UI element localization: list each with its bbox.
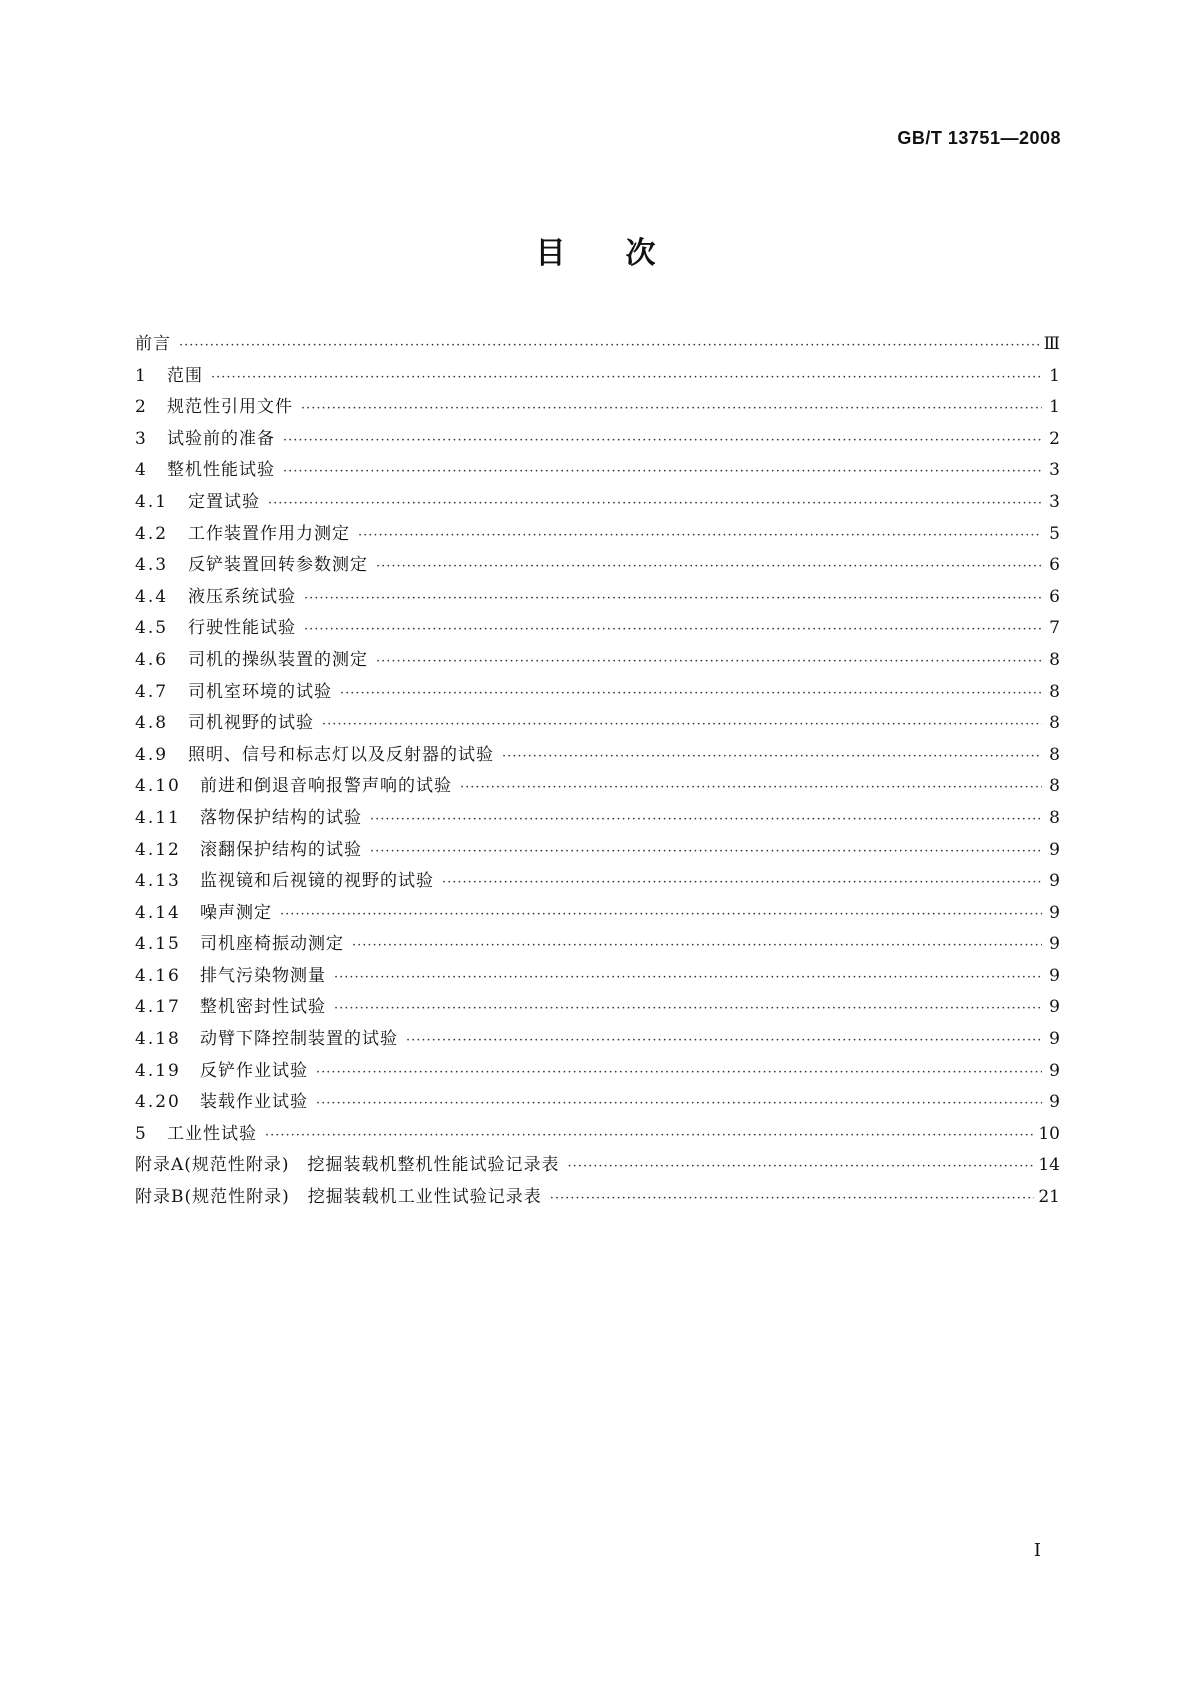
toc-entry-number: 4.2 (135, 523, 169, 544)
toc-entry-title: 规范性引用文件 (167, 397, 293, 418)
toc-entry-page: 1 (1049, 365, 1060, 386)
toc-entry-number: 2 (135, 397, 148, 418)
toc-entry[interactable] (135, 613, 1060, 645)
toc-entry-title: 照明、信号和标志灯以及反射器的试验 (188, 744, 494, 765)
toc-entry-title: 工业性试验 (167, 1123, 257, 1144)
toc-entry-number: 4.8 (135, 713, 169, 734)
toc-entry[interactable] (135, 1182, 1060, 1214)
toc-entry-number: 4.1 (135, 491, 169, 512)
toc-entry-page: 6 (1049, 586, 1060, 607)
page-folio: I (1033, 1540, 1041, 1561)
toc-entry[interactable] (135, 708, 1060, 740)
toc-entry-title: 范围 (167, 365, 203, 386)
toc-entry-number: 4.10 (135, 776, 181, 797)
toc-entry-title: 司机的操纵装置的测定 (188, 649, 368, 670)
toc-entry[interactable] (135, 1150, 1060, 1182)
toc-entry-page: 8 (1049, 649, 1060, 670)
toc-entry[interactable] (135, 487, 1060, 519)
toc-entry[interactable] (135, 740, 1060, 772)
toc-entry[interactable] (135, 455, 1060, 487)
toc-entry-title: 监视镜和后视镜的视野的试验 (200, 871, 434, 892)
toc-dot-leader (376, 551, 1042, 583)
toc-entry-title: 司机室环境的试验 (188, 681, 332, 702)
toc-entry-number: 4.11 (135, 807, 181, 828)
toc-dot-leader (304, 614, 1042, 646)
toc-entry-number: 1 (135, 365, 148, 386)
toc-entry-title: 反铲作业试验 (200, 1060, 308, 1081)
toc-entry-title: 定置试验 (188, 491, 260, 512)
toc-dot-leader (370, 804, 1042, 836)
toc-entry-number: 4.7 (135, 681, 169, 702)
toc-entry-title: 液压系统试验 (188, 586, 296, 607)
toc-entry[interactable] (135, 1056, 1060, 1088)
toc-entry[interactable] (135, 835, 1060, 867)
toc-entry-page: 1 (1049, 397, 1060, 418)
toc-entry[interactable] (135, 677, 1060, 709)
toc-entry[interactable] (135, 992, 1060, 1024)
toc-entry-title: 滚翻保护结构的试验 (200, 839, 362, 860)
toc-entry-number: 4.3 (135, 555, 169, 576)
toc-entry-number: 3 (135, 428, 148, 449)
toc-dot-leader (406, 1025, 1042, 1057)
toc-entry-number: 4.20 (135, 1092, 181, 1113)
toc-entry[interactable] (135, 361, 1060, 393)
toc-entry-page: 9 (1049, 934, 1060, 955)
toc-dot-leader (280, 899, 1042, 931)
toc-entry-page: 8 (1049, 713, 1060, 734)
toc-entry-page: Ⅲ (1043, 334, 1060, 354)
toc-entry-page: 9 (1049, 997, 1060, 1018)
toc-entry[interactable] (135, 329, 1060, 361)
toc-entry-page: 9 (1049, 902, 1060, 923)
page-title: 目次 (535, 236, 716, 271)
toc-entry[interactable] (135, 550, 1060, 582)
toc-entry[interactable] (135, 898, 1060, 930)
toc-entry-number: 4.18 (135, 1029, 181, 1050)
toc-entry-title: 附录A(规范性附录) 挖掘装载机整机性能试验记录表 (135, 1155, 560, 1176)
toc-entry-title: 动臂下降控制装置的试验 (200, 1029, 398, 1050)
toc-dot-leader (352, 930, 1042, 962)
toc-entry-page: 9 (1049, 839, 1060, 860)
toc-entry-page: 3 (1049, 460, 1060, 481)
toc-entry-number: 4.9 (135, 744, 169, 765)
toc-entry-number: 5 (135, 1123, 148, 1144)
toc-entry-page: 10 (1038, 1123, 1060, 1144)
toc-dot-leader (460, 772, 1042, 804)
toc-entry[interactable] (135, 645, 1060, 677)
toc-dot-leader (304, 583, 1042, 615)
toc-dot-leader (370, 836, 1042, 868)
table-of-contents (135, 329, 1060, 1214)
toc-entry[interactable] (135, 392, 1060, 424)
toc-entry-title: 整机密封性试验 (200, 997, 326, 1018)
toc-entry-title: 试验前的准备 (167, 428, 275, 449)
toc-dot-leader (358, 520, 1042, 552)
toc-entry[interactable] (135, 519, 1060, 551)
toc-dot-leader (334, 962, 1042, 994)
toc-dot-leader (442, 867, 1042, 899)
toc-entry-number: 4 (135, 460, 148, 481)
toc-entry-number: 4.19 (135, 1060, 181, 1081)
toc-entry-page: 14 (1038, 1155, 1060, 1176)
toc-dot-leader (568, 1151, 1035, 1183)
toc-entry[interactable] (135, 1024, 1060, 1056)
toc-entry-title: 噪声测定 (200, 902, 272, 923)
toc-entry-title: 排气污染物测量 (200, 965, 326, 986)
toc-dot-leader (376, 646, 1042, 678)
toc-entry-page: 9 (1049, 1092, 1060, 1113)
toc-dot-leader (268, 488, 1042, 520)
toc-entry-page: 3 (1049, 491, 1060, 512)
toc-entry[interactable] (135, 424, 1060, 456)
toc-dot-leader (322, 709, 1042, 741)
toc-entry-number: 4.15 (135, 934, 181, 955)
toc-dot-leader (550, 1183, 1035, 1215)
toc-dot-leader (502, 741, 1042, 773)
toc-entry-page: 21 (1038, 1187, 1060, 1208)
toc-entry[interactable] (135, 771, 1060, 803)
toc-entry-number: 4.13 (135, 871, 181, 892)
toc-entry[interactable] (135, 1119, 1060, 1151)
toc-entry-number: 4.6 (135, 649, 169, 670)
toc-entry-number: 4.12 (135, 839, 181, 860)
toc-entry-title: 反铲装置回转参数测定 (188, 555, 368, 576)
toc-entry-title: 行驶性能试验 (188, 618, 296, 639)
toc-entry[interactable] (135, 961, 1060, 993)
toc-entry-title: 前进和倒退音响报警声响的试验 (200, 776, 452, 797)
toc-entry-title: 司机视野的试验 (188, 713, 314, 734)
toc-entry[interactable] (135, 803, 1060, 835)
toc-entry-page: 8 (1049, 776, 1060, 797)
toc-entry-page: 9 (1049, 1029, 1060, 1050)
toc-entry-page: 9 (1049, 965, 1060, 986)
toc-entry[interactable] (135, 929, 1060, 961)
toc-entry-page: 8 (1049, 807, 1060, 828)
toc-entry-page: 8 (1049, 681, 1060, 702)
toc-entry-number: 4.16 (135, 965, 181, 986)
toc-entry-title: 整机性能试验 (167, 460, 275, 481)
toc-entry-number: 4.4 (135, 586, 169, 607)
toc-entry-page: 5 (1049, 523, 1060, 544)
toc-dot-leader (283, 456, 1042, 488)
toc-entry[interactable] (135, 582, 1060, 614)
toc-entry-page: 8 (1049, 744, 1060, 765)
toc-entry-page: 2 (1049, 428, 1060, 449)
toc-entry-page: 9 (1049, 1060, 1060, 1081)
toc-entry-number: 4.14 (135, 902, 181, 923)
toc-entry[interactable] (135, 1087, 1060, 1119)
toc-dot-leader (316, 1088, 1042, 1120)
toc-dot-leader (265, 1120, 1034, 1152)
toc-dot-leader (283, 425, 1042, 457)
toc-entry-title: 落物保护结构的试验 (200, 807, 362, 828)
toc-dot-leader (211, 362, 1042, 394)
toc-dot-leader (316, 1057, 1042, 1089)
toc-entry-title: 司机座椅振动测定 (200, 934, 344, 955)
toc-dot-leader (340, 678, 1042, 710)
toc-entry-number: 4.5 (135, 618, 169, 639)
toc-entry-page: 7 (1049, 618, 1060, 639)
toc-entry-title: 工作装置作用力测定 (188, 523, 350, 544)
toc-entry-title: 附录B(规范性附录) 挖掘装载机工业性试验记录表 (135, 1187, 542, 1208)
toc-entry-number: 4.17 (135, 997, 181, 1018)
toc-entry-page: 9 (1049, 871, 1060, 892)
toc-dot-leader (301, 393, 1042, 425)
toc-entry-page: 6 (1049, 555, 1060, 576)
toc-entry[interactable] (135, 866, 1060, 898)
toc-dot-leader (179, 330, 1040, 362)
toc-dot-leader (334, 993, 1042, 1025)
toc-entry-title: 装载作业试验 (200, 1092, 308, 1113)
toc-entry-title: 前言 (135, 334, 171, 354)
standard-code: GB/T 13751—2008 (897, 128, 1061, 148)
